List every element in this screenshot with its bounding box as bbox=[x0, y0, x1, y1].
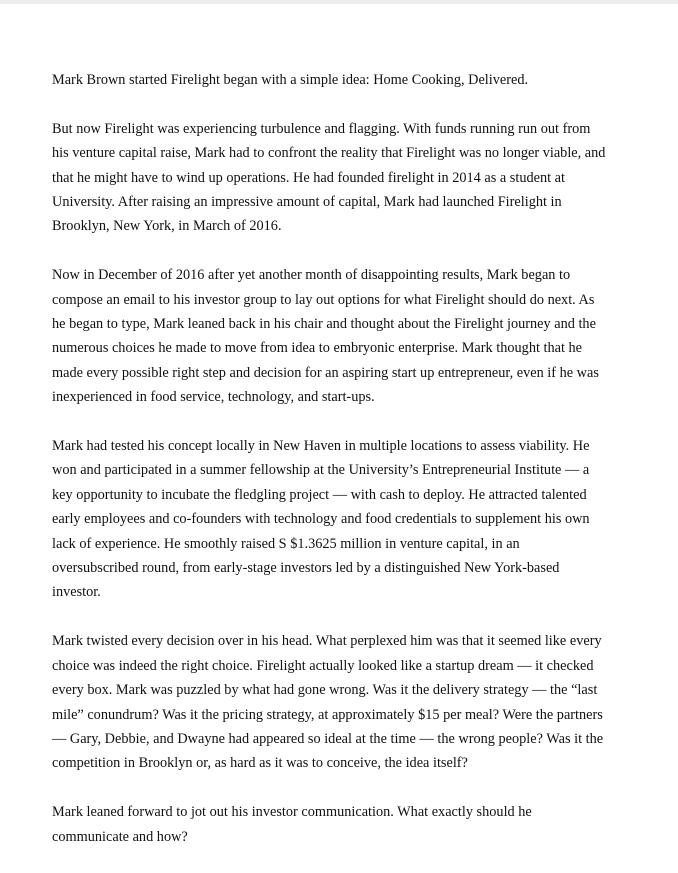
text-line: choice was indeed the right choice. Firelight actually looked like a startup dream — it checked bbox=[52, 657, 594, 674]
text-line: that he might have to wind up operations. He had founded firelight in 2014 as a student at bbox=[52, 169, 565, 186]
text-line: Mark had tested his concept locally in New Haven in multiple locations to assess viability. He bbox=[52, 438, 590, 455]
text-line: lack of experience. He smoothly raised S $1.3625 million in venture capital, in an bbox=[52, 535, 520, 552]
text-line: University. After raising an impressive amount of capital, Mark had launched Firelight in bbox=[52, 194, 562, 211]
text-line: communicate and how? bbox=[52, 828, 188, 845]
text-line: — Gary, Debbie, and Dwayne had appeared so ideal at the time — the wrong people? Was it the bbox=[52, 730, 604, 747]
text-line: early employees and co-founders with technology and food credentials to supplement his own bbox=[52, 511, 590, 528]
paragraph-3 bbox=[52, 263, 612, 409]
text-line: Now in December of 2016 after yet another month of disappointing results, Mark began to bbox=[52, 267, 571, 284]
paragraph-6 bbox=[52, 800, 612, 849]
text-line: numerous choices he made to move from idea to embryonic enterprise. Mark thought that he bbox=[52, 340, 583, 357]
text-line: compose an email to his investor group to lay out options for what Firelight should do next. As bbox=[52, 291, 595, 308]
text-line: mile” conundrum? Was it the pricing strategy, at approximately $15 per meal? Were the partners bbox=[52, 706, 603, 723]
text-line: he began to type, Mark leaned back in his chair and thought about the Firelight journey and the bbox=[52, 316, 596, 333]
paragraph-1 bbox=[52, 68, 612, 92]
text-line: Mark leaned forward to jot out his investor communication. What exactly should he bbox=[52, 804, 532, 821]
paragraph-4 bbox=[52, 434, 612, 605]
text-line: made every possible right step and decision for an aspiring start up entrepreneur, even if he was bbox=[52, 364, 599, 381]
text-line: investor. bbox=[52, 584, 101, 601]
text-line: Mark twisted every decision over in his head. What perplexed him was that it seemed like every bbox=[52, 633, 602, 650]
text-line: won and participated in a summer fellowship at the University’s Entrepreneurial Institute — a bbox=[52, 462, 590, 479]
top-edge-bar bbox=[0, 0, 678, 4]
text-line: Brooklyn, New York, in March of 2016. bbox=[52, 218, 282, 235]
text-line: every box. Mark was puzzled by what had gone wrong. Was it the delivery strategy — the “last bbox=[52, 682, 598, 699]
text-line: oversubscribed round, from early-stage investors led by a distinguished New York-based bbox=[52, 560, 560, 577]
text-line: his venture capital raise, Mark had to confront the reality that Firelight was no longer viable, and bbox=[52, 145, 606, 162]
text-line: inexperienced in food service, technology, and start-ups. bbox=[52, 389, 375, 406]
text-line: key opportunity to incubate the fledgling project — with cash to deploy. He attracted talented bbox=[52, 486, 587, 503]
document-page bbox=[52, 68, 612, 873]
text-line: But now Firelight was experiencing turbulence and flagging. With funds running run out from bbox=[52, 120, 591, 137]
text-line: Mark Brown started Firelight began with a simple idea: Home Cooking, Delivered. bbox=[52, 72, 529, 88]
paragraph-2 bbox=[52, 117, 612, 239]
text-line: competition in Brooklyn or, as hard as it was to conceive, the idea itself? bbox=[52, 755, 468, 772]
paragraph-5 bbox=[52, 629, 612, 775]
